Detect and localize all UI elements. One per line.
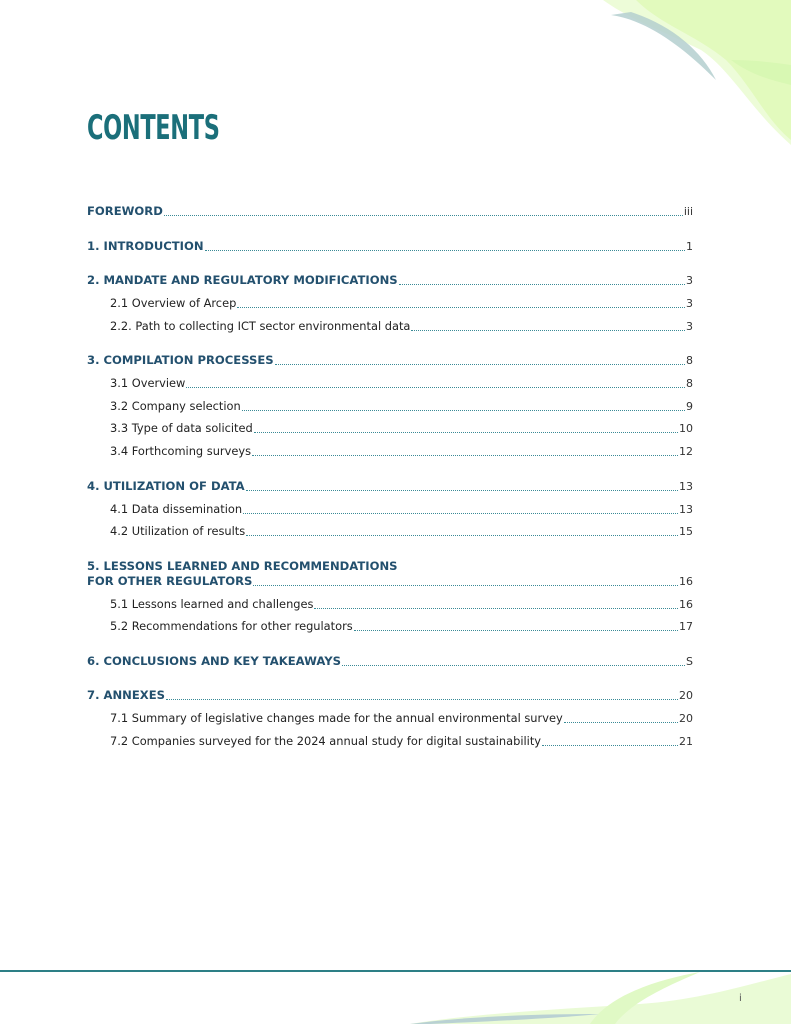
toc-entry-section-2-2[interactable] (87, 311, 693, 334)
toc-page-number: 13 (679, 502, 693, 516)
dot-leader (205, 250, 685, 251)
toc-entry-label: 5.2 Recommendations for other regulators (110, 619, 353, 634)
toc-entry-label: 4.2 Utilization of results (110, 524, 246, 539)
toc-page-number: 20 (679, 689, 693, 703)
toc-entry-label: 7.1 Summary of legislative changes made for the annual environmental survey (110, 711, 563, 726)
dot-leader (314, 608, 678, 609)
toc-page-number: 1 (686, 239, 693, 253)
dot-leader (253, 585, 678, 586)
dot-leader (275, 364, 685, 365)
toc-entry-label: 4.1 Data dissemination (110, 501, 243, 516)
toc-entry-section-4-2[interactable] (87, 517, 693, 540)
toc-entry-label: 2.2. Path to collecting ICT sector environmental data (110, 318, 411, 333)
page-number: i (739, 993, 742, 1004)
toc-entry-label: 2.1 Overview of Arcep (110, 295, 237, 310)
toc-entry-chapter-7[interactable] (87, 680, 693, 703)
toc-entry-row (87, 574, 693, 589)
dot-leader (164, 215, 683, 216)
toc-page-number: 12 (679, 445, 693, 459)
toc-entry-section-2-1[interactable] (87, 288, 693, 311)
dot-leader (252, 455, 678, 456)
toc-page-number: 9 (686, 399, 693, 413)
toc-entry-label: 7.2 Companies surveyed for the 2024 annual study for digital sustainability (110, 734, 542, 749)
dot-leader (354, 630, 678, 631)
toc-entry-chapter-5[interactable] (87, 551, 693, 589)
dot-leader (242, 410, 685, 411)
toc-entry-label: 3.1 Overview (110, 375, 186, 390)
dot-leader (186, 387, 685, 388)
toc-entry-label: 6. CONCLUSIONS AND KEY TAKEAWAYS (87, 653, 341, 668)
toc-entry-section-3-4[interactable] (87, 436, 693, 459)
toc-entry-section-3-1[interactable] (87, 368, 693, 391)
toc-entry-label: 7. ANNEXES (87, 688, 166, 703)
toc-page-number: 3 (686, 274, 693, 287)
toc-page-number: 8 (686, 376, 693, 390)
page-title: CONTENTS (87, 108, 220, 148)
toc-page-number: 16 (679, 597, 693, 611)
toc-entry-section-3-2[interactable] (87, 391, 693, 414)
dot-leader (411, 330, 685, 331)
toc-entry-label-line1: 5. LESSONS LEARNED AND RECOMMENDATIONS (87, 558, 398, 573)
toc-entry-section-7-1[interactable] (87, 703, 693, 726)
toc-page-number: 15 (679, 525, 693, 539)
toc-page-number: 8 (686, 354, 693, 368)
toc-entry-label: 5.1 Lessons learned and challenges (110, 596, 314, 611)
toc-entry-label: 3. COMPILATION PROCESSES (87, 353, 274, 368)
dot-leader (399, 284, 685, 285)
dot-leader (564, 722, 678, 723)
toc-entry-label: 3.3 Type of data solicited (110, 421, 253, 436)
toc-page-number: iii (683, 205, 693, 218)
toc-entry-section-7-2[interactable] (87, 726, 693, 749)
table-of-contents (87, 196, 693, 749)
toc-entry-section-3-3[interactable] (87, 414, 693, 437)
toc-entry-label: FOR OTHER REGULATORS (87, 573, 253, 588)
toc-entry-chapter-4[interactable] (87, 471, 693, 494)
toc-page-number: 17 (679, 620, 693, 634)
dot-leader (542, 745, 678, 746)
toc-entry-section-5-2[interactable] (87, 612, 693, 635)
toc-page-number: 21 (679, 735, 693, 749)
dot-leader (246, 535, 678, 536)
toc-entry-label: 1. INTRODUCTION (87, 238, 204, 253)
toc-page-number: 13 (679, 479, 693, 493)
dot-leader (166, 699, 678, 700)
toc-entry-chapter-2[interactable] (87, 265, 693, 288)
toc-entry-label: 2. MANDATE AND REGULATORY MODIFICATIONS (87, 273, 398, 287)
toc-page-number: S (686, 654, 693, 668)
toc-entry-label: 4. UTILIZATION OF DATA (87, 478, 245, 493)
dot-leader (246, 490, 678, 491)
toc-entry-chapter-3[interactable] (87, 345, 693, 368)
toc-page-number: 20 (679, 712, 693, 726)
dot-leader (254, 432, 678, 433)
toc-page-number: 3 (686, 296, 693, 310)
toc-entry-foreword[interactable] (87, 196, 693, 219)
toc-entry-label: 3.4 Forthcoming surveys (110, 444, 252, 459)
toc-page-number: 3 (686, 319, 693, 333)
toc-entry-section-4-1[interactable] (87, 494, 693, 517)
decorative-corner-shape (591, 0, 791, 150)
toc-entry-section-5-1[interactable] (87, 589, 693, 612)
dot-leader (237, 307, 685, 308)
toc-page-number: 10 (679, 422, 693, 436)
dot-leader (342, 665, 685, 666)
decorative-footer-shape (0, 964, 791, 1024)
toc-entry-chapter-6[interactable] (87, 646, 693, 669)
toc-page-number: 16 (679, 574, 693, 588)
toc-entry-label: FOREWORD (87, 204, 163, 218)
toc-entry-label: 3.2 Company selection (110, 398, 241, 413)
dot-leader (243, 513, 678, 514)
toc-entry-chapter-1[interactable] (87, 231, 693, 254)
